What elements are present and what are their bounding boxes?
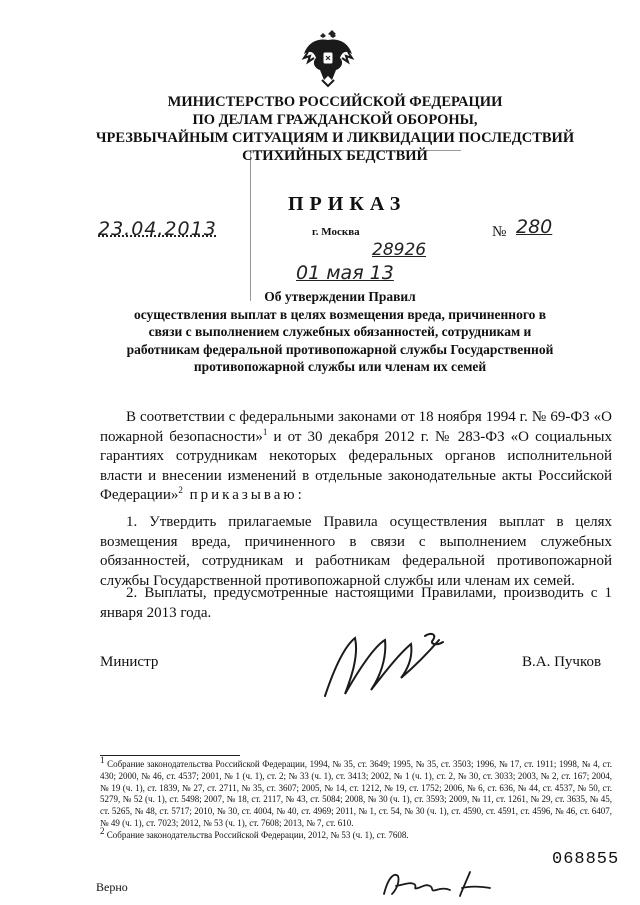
footnote-ref-1: 1 <box>262 426 268 437</box>
verification-signature <box>378 868 496 900</box>
subject-line: осуществления выплат в целях возмещения вреда, причиненного в <box>133 306 547 322</box>
footnote-marker-2: 2 <box>100 825 105 836</box>
ministry-line: ПО ДЕЛАМ ГРАЖДАНСКОЙ ОБОРОНЫ, <box>192 112 478 128</box>
footnote-2-text: Собрание законодательства Российской Федерации, 2012, № 53 (ч. 1), ст. 7608. <box>104 829 409 840</box>
order-subject <box>100 288 580 376</box>
ministry-line: ЧРЕЗВЫЧАЙНЫМ СИТУАЦИЯМ И ЛИКВИДАЦИИ ПОСЛЕДСТВИЙ <box>95 130 575 146</box>
preamble-text-a: В соответствии с федеральными законами от 18 ноября 1994 г. № 69-ФЗ «О пожарной безопасности» <box>100 409 612 445</box>
order-city: г. Москва <box>312 226 360 238</box>
preamble-text-c: приказываю: <box>182 487 305 503</box>
minister-signature <box>315 626 455 704</box>
subject-line: работникам федеральной противопожарной службы Государственной <box>126 341 554 357</box>
order-item-2: 2. Выплаты, предусмотренные настоящими Правилами, производить с 1 января 2013 года. <box>100 585 612 621</box>
serial-number: 068855 <box>552 850 620 869</box>
document-type-title: ПРИКАЗ <box>288 193 407 215</box>
footnote-2 <box>100 825 612 842</box>
footnote-ref-2: 2 <box>178 485 183 495</box>
subject-line: противопожарной службы или членам их семей <box>193 359 487 374</box>
subject-line: связи с выполнением служебных обязанностей, сотрудникам и <box>148 324 532 339</box>
preamble-text-b: и от 30 декабря 2012 г. № 283-ФЗ «О социальных гарантиях сотрудникам некоторых федеральных органов исполнительной власти и внесении изменений в отдельные законодательные акты Российской Федерации» <box>100 428 613 503</box>
footnote-1-text: Собрание законодательства Российской Федерации, 1994, № 35, ст. 3649; 1995, № 35, ст. 3503; 1996, № 17, ст. 1911; 1998, № 4, ст. 430; 2000, № 46, ст. 4537; 2001, № 1 (ч. 1), ст. 2; № 33 (ч. 1), ст. 3413; 2002, № 1 (ч. 1), ст. 2, № 30, ст. 3033; 2003, № 2, ст. 167; 2004, № 19 (ч. 1), ст. 1839, № 27, ст. 2711, № 35, ст. 3607; 2005, № 14, ст. 1212, № 19, ст. 1752; 2006, № 6, ст. 636, № 44, ст. 4537, № 50, ст. 5279, № 52 (ч. 1), ст. 5498; 2007, № 18, ст. 2117, № 43, ст. 5084; 2008, № 30 (ч. 1), ст. 3593; 2009, № 11, ст. 1261, № 29, ст. 3635, № 45, ст. 5265, № 48, ст. 5717; 2010, № 30, ст. 4004, № 40, ст. 4969; 2011, № 1, ст. 54, № 30 (ч. 1), ст. 4590, ст. 4591, ст. 4596, № 46, ст. 6407, № 49 (ч. 1), ст. 7023; 2012, № 53 (ч. 1), ст. 7608; 2013, № 7, ст. 610. <box>100 759 612 828</box>
subject-line: Об утверждении Правил <box>264 289 416 304</box>
verified-label: Верно <box>96 880 128 894</box>
order-number: 280 <box>516 216 553 238</box>
signatory-position: Министр <box>100 654 159 670</box>
preamble-paragraph <box>100 408 612 506</box>
order-date: 23.04.2013 <box>98 218 217 240</box>
order-item-1: 1. Утвердить прилагаемые Правила осуществления выплат в целях возмещения вреда, причиненного в связи с выполнением служебных обязанностей, сотрудникам и работникам федеральной противопожарной службы Государственной противопожарной службы или членам их семей. <box>100 514 612 589</box>
footnote-divider <box>100 755 240 756</box>
footnote-1 <box>100 755 612 830</box>
registration-date: 01 мая 13 <box>296 262 394 284</box>
registration-number: 28926 <box>372 240 427 260</box>
ministry-line: СТИХИЙНЫХ БЕДСТВИЙ <box>242 148 428 164</box>
order-number-label: № <box>492 224 507 240</box>
ministry-line: МИНИСТЕРСТВО РОССИЙСКОЙ ФЕДЕРАЦИИ <box>167 94 503 110</box>
footnote-marker-1: 1 <box>100 755 105 765</box>
footnotes <box>100 755 612 842</box>
coat-of-arms-icon <box>300 28 356 88</box>
signatory-name: В.А. Пучков <box>522 654 602 670</box>
